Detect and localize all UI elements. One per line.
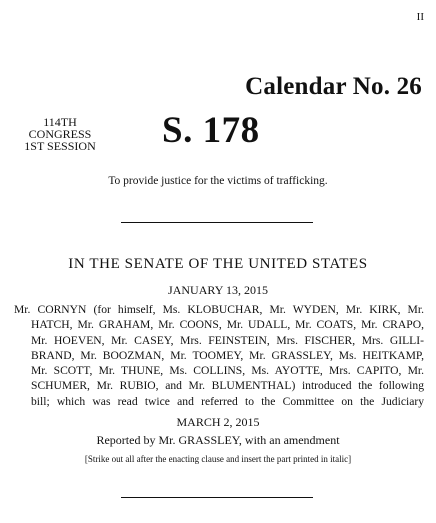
- sponsor-line: BRAND, Mr. BOOZMAN, Mr. TOOMEY, Mr. GRASSLEY, Ms. HEITKAMP,: [31, 348, 424, 362]
- congress-session-block: [14, 116, 106, 152]
- sponsor-line: HATCH, Mr. GRAHAM, Mr. COONS, Mr. UDALL, Mr. COATS, Mr. CRAPO,: [31, 318, 424, 332]
- sponsor-line: Mr. CORNYN (for himself, Ms. KLOBUCHAR, Mr. WYDEN, Mr. KIRK, Mr.: [14, 303, 424, 316]
- sponsors-paragraph: [14, 302, 424, 409]
- reported-by: Reported by Mr. GRASSLEY, with an amendment: [96, 433, 340, 447]
- sponsor-line: bill; which was read twice and referred to the Committee on the Judiciary: [31, 394, 424, 408]
- sponsor-line: Mr. SCOTT, Mr. THUNE, Ms. COLLINS, Ms. AYOTTE, Mrs. CAPITO, Mr.: [31, 364, 424, 378]
- version-mark: II: [416, 11, 424, 23]
- bill-number: S. 178: [162, 110, 260, 151]
- report-date: MARCH 2, 2015: [176, 415, 260, 429]
- divider-bottom: [121, 497, 313, 498]
- chamber-heading: IN THE SENATE OF THE UNITED STATES: [68, 256, 368, 272]
- sponsor-line: Mr. HOEVEN, Mr. CASEY, Mrs. FEINSTEIN, Mrs. FISCHER, Mrs. GILLI-: [31, 333, 424, 347]
- sponsor-line: SCHUMER, Mr. RUBIO, and Mr. BLUMENTHAL) introduced the following: [31, 379, 424, 393]
- amendment-note: [Strike out all after the enacting clause and insert the part printed in italic]: [84, 454, 352, 464]
- calendar-number: Calendar No. 26: [245, 73, 422, 100]
- bill-purpose: To provide justice for the victims of trafficking.: [108, 175, 328, 187]
- session-label: 1ST SESSION: [24, 139, 96, 153]
- congress-label: 114TH CONGRESS: [28, 115, 92, 141]
- divider-top: [121, 222, 313, 223]
- introduction-date: JANUARY 13, 2015: [168, 283, 268, 297]
